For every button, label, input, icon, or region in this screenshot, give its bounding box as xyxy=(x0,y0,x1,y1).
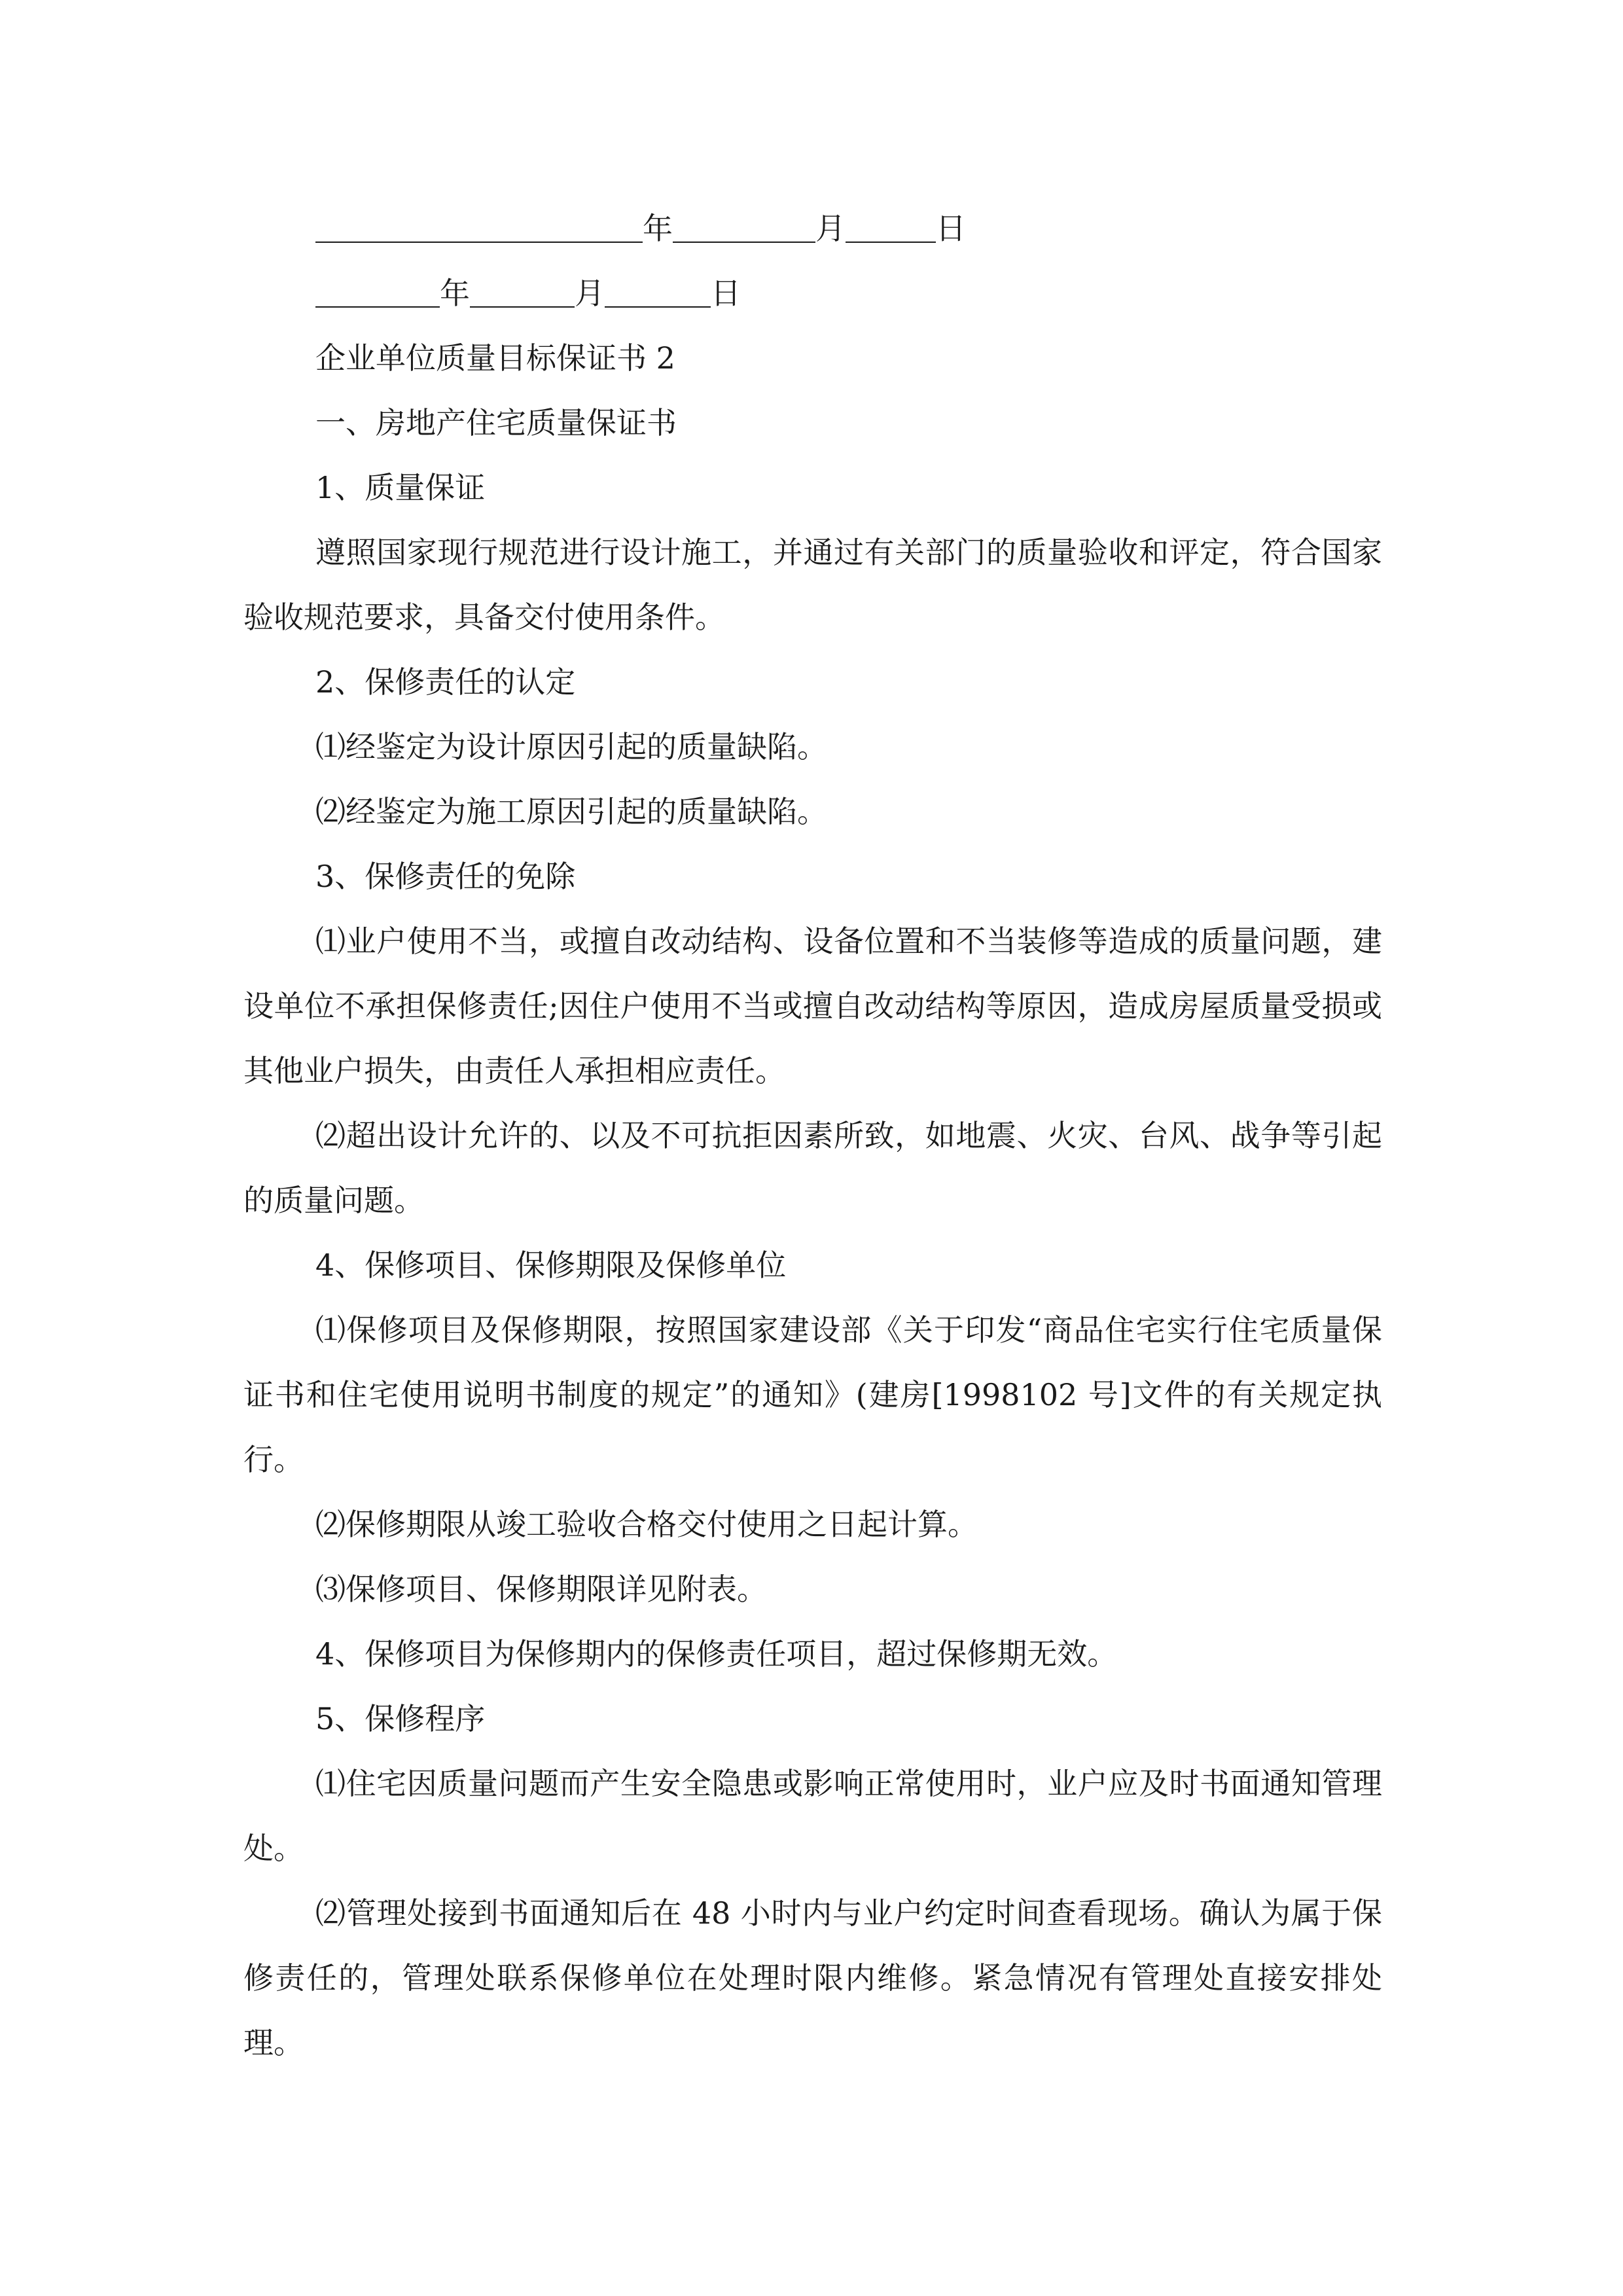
month-label: 月 xyxy=(815,211,846,246)
list-item: ⑴住宅因质量问题而产生安全隐患或影响正常使用时，业户应及时书面通知管理处。 xyxy=(243,1766,1382,1866)
blank-line xyxy=(673,215,815,243)
document-title: 企业单位质量目标保证书 2 xyxy=(315,340,675,376)
date-line-1 xyxy=(243,196,1382,261)
subsection-heading: 5、保修程序 xyxy=(315,1701,486,1736)
subsection-heading: 3、保修责任的免除 xyxy=(315,859,576,894)
month-label: 月 xyxy=(575,276,605,311)
blank-line xyxy=(846,215,936,243)
blank-line xyxy=(470,280,575,308)
subsection-heading: 2、保修责任的认定 xyxy=(315,664,576,700)
subsection-heading: 4、保修项目、保修期限及保修单位 xyxy=(315,1247,787,1283)
section-heading: 一、房地产住宅质量保证书 xyxy=(315,405,677,440)
list-item: ⑶保修项目、保修期限详见附表。 xyxy=(315,1571,767,1607)
paragraph: 遵照国家现行规范进行设计施工，并通过有关部门的质量验收和评定，符合国家验收规范要求，具备交付使用条件。 xyxy=(243,535,1382,635)
blank-line xyxy=(315,215,643,243)
list-item: ⑵经鉴定为施工原因引起的质量缺陷。 xyxy=(315,794,827,829)
blank-line xyxy=(605,280,711,308)
list-item: ⑵管理处接到书面通知后在 48 小时内与业户约定时间查看现场。确认为属于保修责任的，管理处联系保修单位在处理时限内维修。紧急情况有管理处直接安排处理。 xyxy=(243,1895,1382,2060)
year-label: 年 xyxy=(440,276,470,311)
list-item: ⑵超出设计允许的、以及不可抗拒因素所致，如地震、火灾、台风、战争等引起的质量问题。 xyxy=(243,1118,1382,1218)
list-item: ⑴保修项目及保修期限，按照国家建设部《关于印发“商品住宅实行住宅质量保证书和住宅使用说明书制度的规定”的通知》(建房[1998102 号]文件的有关规定执行。 xyxy=(243,1312,1382,1477)
date-line-2 xyxy=(243,261,1382,326)
subsection-heading: 4、保修项目为保修期内的保修责任项目，超过保修期无效。 xyxy=(315,1636,1118,1672)
list-item: ⑴经鉴定为设计原因引起的质量缺陷。 xyxy=(315,729,827,764)
subsection-heading: 1、质量保证 xyxy=(315,470,486,505)
list-item: ⑴业户使用不当，或擅自改动结构、设备位置和不当装修等造成的质量问题，建设单位不承担保修责任;因住户使用不当或擅自改动结构等原因，造成房屋质量受损或其他业户损失，由责任人承担相应责任。 xyxy=(243,924,1382,1088)
list-item: ⑵保修期限从竣工验收合格交付使用之日起计算。 xyxy=(315,1507,978,1542)
document-body xyxy=(243,196,1382,2075)
day-label: 日 xyxy=(936,211,966,246)
day-label: 日 xyxy=(711,276,741,311)
blank-line xyxy=(315,280,440,308)
year-label: 年 xyxy=(643,211,673,246)
